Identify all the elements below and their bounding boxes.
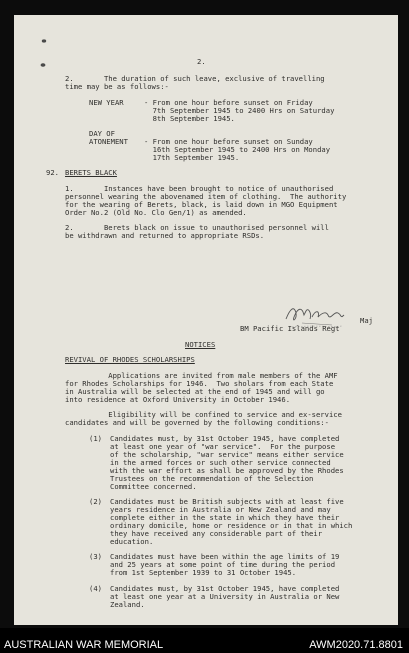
section-title: BERETS BLACK [65,168,117,177]
archive-footer [0,628,409,653]
rhodes-intro-line: for Rhodes Scholarships for 1946. Two sholars from each State [65,379,334,388]
condition-line: at least one year at a University in Australia or New [110,592,340,601]
atonement-label: DAY OF [89,129,115,138]
berets-para2-line: be withdrawn and returned to appropriate RSDs. [65,231,265,240]
condition-line: from 1st September 1939 to 31 October 1945. [110,568,297,577]
condition-line: Candidates must, by 31st October 1945, have completed [110,584,340,593]
new-year-label: NEW YEAR [89,98,124,107]
condition-line: in the armed forces or such other service connected [110,458,331,467]
footer-accession-number: AWM2020.71.8801 [309,639,403,651]
condition-line: years residence in Australia or New Zealand and may [110,505,331,514]
berets-para1-line: 1. Instances have been brought to notice of unauthorised [65,184,334,193]
condition-line: with the war effort as shall be approved by the Rhodes [110,466,344,475]
new-year-line: - From one hour before sunset on Friday [144,98,313,107]
condition-line: complete either in the state in which they have their [110,513,340,522]
footer-institution: AUSTRALIAN WAR MEMORIAL [4,639,164,651]
signature-rank: Maj [360,316,373,325]
condition-line: Trustees on the recommendation of the Selection [110,474,314,483]
eligibility-line: candidates and will be governed by the following conditions:- [65,418,329,427]
atonement-line: 16th September 1945 to 2400 Hrs on Monday [144,145,331,154]
condition-number: (1) [89,434,102,443]
condition-number: (2) [89,497,102,506]
punch-hole-marks [38,37,58,77]
eligibility-line: Eligibility will be confined to service and ex-service [65,410,342,419]
condition-line: at least one year of "war service". For the purpose [110,442,336,451]
rhodes-intro-line: in Australia will be selected at the end of 1945 and will go [65,387,325,396]
page-number: 2. [197,57,206,66]
condition-line: Committee concerned. [110,482,197,491]
atonement-line: 17th September 1945. [144,153,240,162]
new-year-line: 7th September 1945 to 2400 Hrs on Saturday [144,106,335,115]
berets-para1-line: personnel wearing the abovenamed item of clothing. The authority [65,192,347,201]
section-number: 92. [46,168,59,177]
document-page [14,15,398,625]
condition-line: Candidates must have been within the age limits of 19 [110,552,340,561]
condition-line: of the scholarship, "war service" means either service [110,450,344,459]
new-year-line: 8th September 1945. [144,114,235,123]
condition-line: Zealand. [110,600,145,609]
atonement-line: - From one hour before sunset on Sunday [144,137,313,146]
condition-line: education. [110,537,154,546]
para2-line: time may be as follows:- [65,82,169,91]
notices-heading: NOTICES [185,340,216,349]
condition-line: ordinary domicile, home or residence or in that in which [110,521,353,530]
signature-title: BM Pacific Islands Regt [240,324,340,333]
condition-line: Candidates must, by 31st October 1945, have completed [110,434,340,443]
condition-line: and 25 years at some point of time during the period [110,560,336,569]
condition-line: they have received any considerable part of their [110,529,323,538]
para2-line: 2. The duration of such leave, exclusive of travelling [65,74,325,83]
condition-line: Candidates must be British subjects with at least five [110,497,344,506]
rhodes-intro-line: into residence at Oxford University in October 1946. [65,395,291,404]
berets-para2-line: 2. Berets black on issue to unauthorised personnel will [65,223,329,232]
rhodes-intro-line: Applications are invited from male members of the AMF [65,371,338,380]
berets-para1-line: Order No.2 (Old No. Clo Gen/1) as amended. [65,208,247,217]
berets-para1-line: for the wearing of Berets, black, is laid down in MGO Equipment [65,200,338,209]
atonement-label: ATONEMENT [89,137,128,146]
condition-number: (4) [89,584,102,593]
rhodes-heading: REVIVAL OF RHODES SCHOLARSHIPS [65,355,195,364]
condition-number: (3) [89,552,102,561]
